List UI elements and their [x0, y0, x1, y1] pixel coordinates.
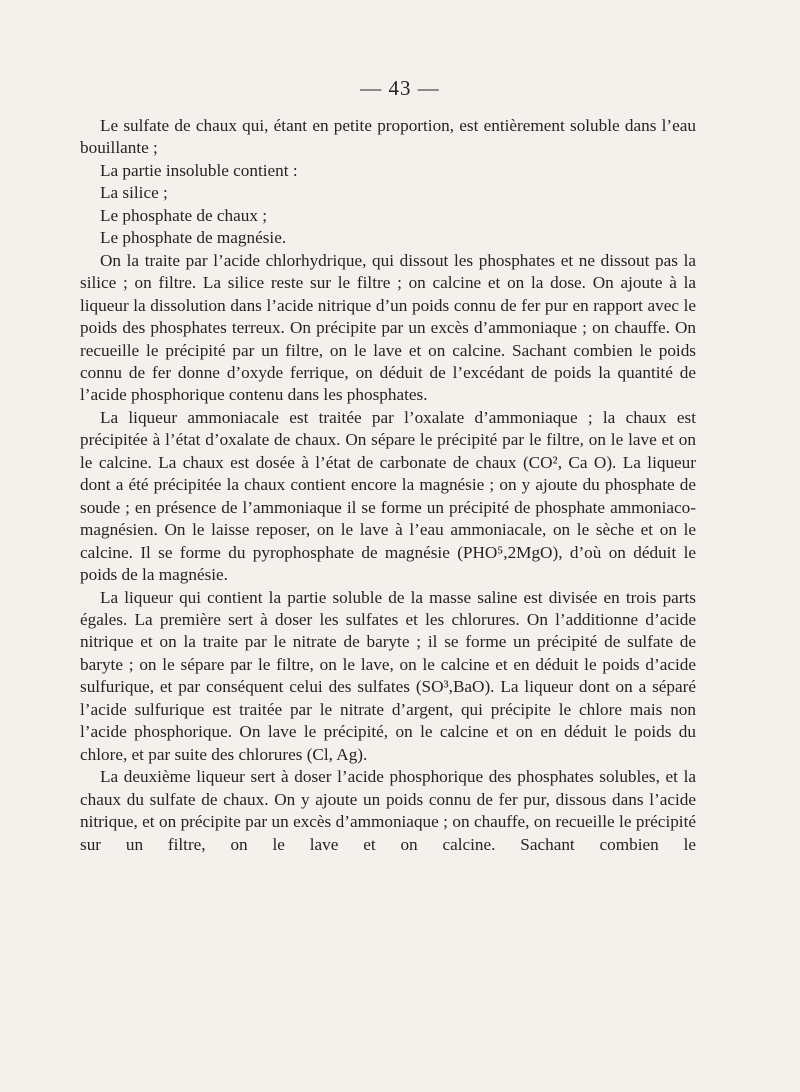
- paragraph: La partie insoluble contient :: [100, 160, 298, 180]
- paragraph: Le phosphate de magnésie.: [100, 228, 287, 248]
- page-number: — 43 —: [360, 76, 440, 100]
- paragraph: On la traite par l’acide chlorhydrique, qui dissout les phosphates et ne dissout pas la silice ; on filtre. La silice reste sur le filtre ; on calcine et on la dose. On ajoute à la liqueur la dissolution dans l’acide nitrique d’un poids connu de fer pur en rapport avec le poids des phosphates terreux. On précipite par un excès d’ammoniaque ; on chauffe. On recueille le précipité par un filtre, on le lave et on calcine. Sachant combien le poids connu de fer donne d’oxyde ferrique, on déduit de l’excédant de poids la quantité de l’acide phosphorique contenu dans les phosphates.: [80, 250, 696, 405]
- paragraph: Le sulfate de chaux qui, étant en petite proportion, est entièrement soluble dans l’eau bouillante ;: [80, 116, 696, 158]
- paragraph: La deuxième liqueur sert à doser l’acide phosphorique des phosphates solubles, et la chaux du sulfate de chaux. On y ajoute un poids connu de fer pur, dissous dans l’acide nitrique, et on précipite par un excès d’ammoniaque ; on chauffe, on recueille le précipité sur un filtre, on le lave et on calcine. Sachant combien le: [80, 767, 696, 854]
- body-text: [80, 115, 696, 856]
- paragraph: La silice ;: [100, 183, 168, 203]
- paragraph: La liqueur qui contient la partie soluble de la masse saline est divisée en trois parts égales. La première sert à doser les sulfates et les chlorures. On l’additionne d’acide nitrique et on la traite par le nitrate de baryte ; il se forme un précipité de sulfate de baryte ; on le sépare par le filtre, on le lave, on le calcine et en déduit le poids d’acide sulfurique, et par conséquent celui des sulfates (SO³,BaO). La liqueur dont on a séparé l’acide sulfurique est traitée par le nitrate d’argent, qui précipite le chlore mais non l’acide phosphorique. On lave le précipité, on le calcine et on en déduit le poids du chlore, et par suite des chlorures (Cl, Ag).: [80, 587, 696, 764]
- paragraph: La liqueur ammoniacale est traitée par l’oxalate d’ammoniaque ; la chaux est précipitée à l’état d’oxalate de chaux. On sépare le précipité par le filtre, on le lave et on le calcine. La chaux est dosée à l’état de carbonate de chaux (CO², Ca O). La liqueur dont a été précipitée la chaux contient encore la magnésie ; on y ajoute du phosphate de soude ; en présence de l’ammoniaque il se forme un précipité de phosphate ammoniaco-magnésien. On le laisse reposer, on le lave à l’eau ammoniacale, on le sèche et on le calcine. Il se forme du pyrophosphate de magnésie (PHO⁵,2MgO), d’où on déduit le poids de la magnésie.: [80, 407, 696, 585]
- paragraph: Le phosphate de chaux ;: [100, 205, 268, 225]
